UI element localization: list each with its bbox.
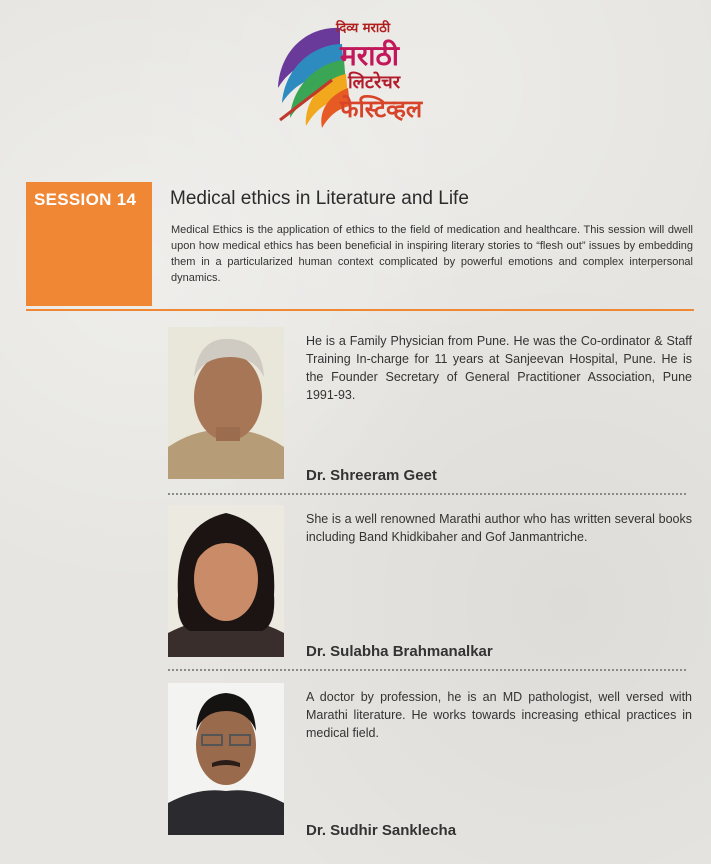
speaker-name: Dr. Shreeram Geet	[306, 467, 437, 484]
logo-top-text: दिव्य मराठी	[336, 21, 391, 36]
speaker-name: Dr. Sudhir Sanklecha	[306, 822, 457, 839]
speaker-name: Dr. Sulabha Brahmanalkar	[306, 643, 493, 660]
logo-line-3: फेस्टिव्हल	[340, 95, 423, 123]
speaker-divider	[168, 493, 686, 495]
speaker-bio: She is a well renowned Marathi author who has written several books including Band Khidkibaher and Gof Janmantriche.	[306, 512, 692, 544]
festival-logo	[270, 8, 470, 128]
session-label: SESSION 14	[34, 190, 137, 209]
speaker-bio: A doctor by profession, he is an MD pathologist, well versed with Marathi literature. He works towards increasing ethical practices in medical field.	[306, 690, 692, 740]
speaker-photo	[168, 505, 284, 657]
logo-line-2: लिटरेचर	[348, 72, 401, 93]
session-description: Medical Ethics is the application of ethics to the field of medication and healthcare. This session will dwell upon how medical ethics has been beneficial in inspiring literary stories to “flesh out” issues by embedding them in a particularized human context complicated by powerful emotions and complex interpersonal dynamics.	[171, 224, 693, 284]
speaker-divider	[168, 669, 686, 671]
logo-line-1: मराठी	[340, 39, 399, 72]
speaker-photo	[168, 683, 284, 835]
session-title: Medical ethics in Literature and Life	[170, 188, 469, 209]
session-badge	[26, 182, 152, 306]
speaker-bio: He is a Family Physician from Pune. He was the Co-ordinator & Staff Training In-charge for 11 years at Sanjeevan Hospital, Pune. He is the Founder Secretary of General Practitioner Association, Pune 1991-93.	[306, 334, 692, 402]
speaker-photo	[168, 327, 284, 479]
section-divider	[26, 309, 694, 311]
